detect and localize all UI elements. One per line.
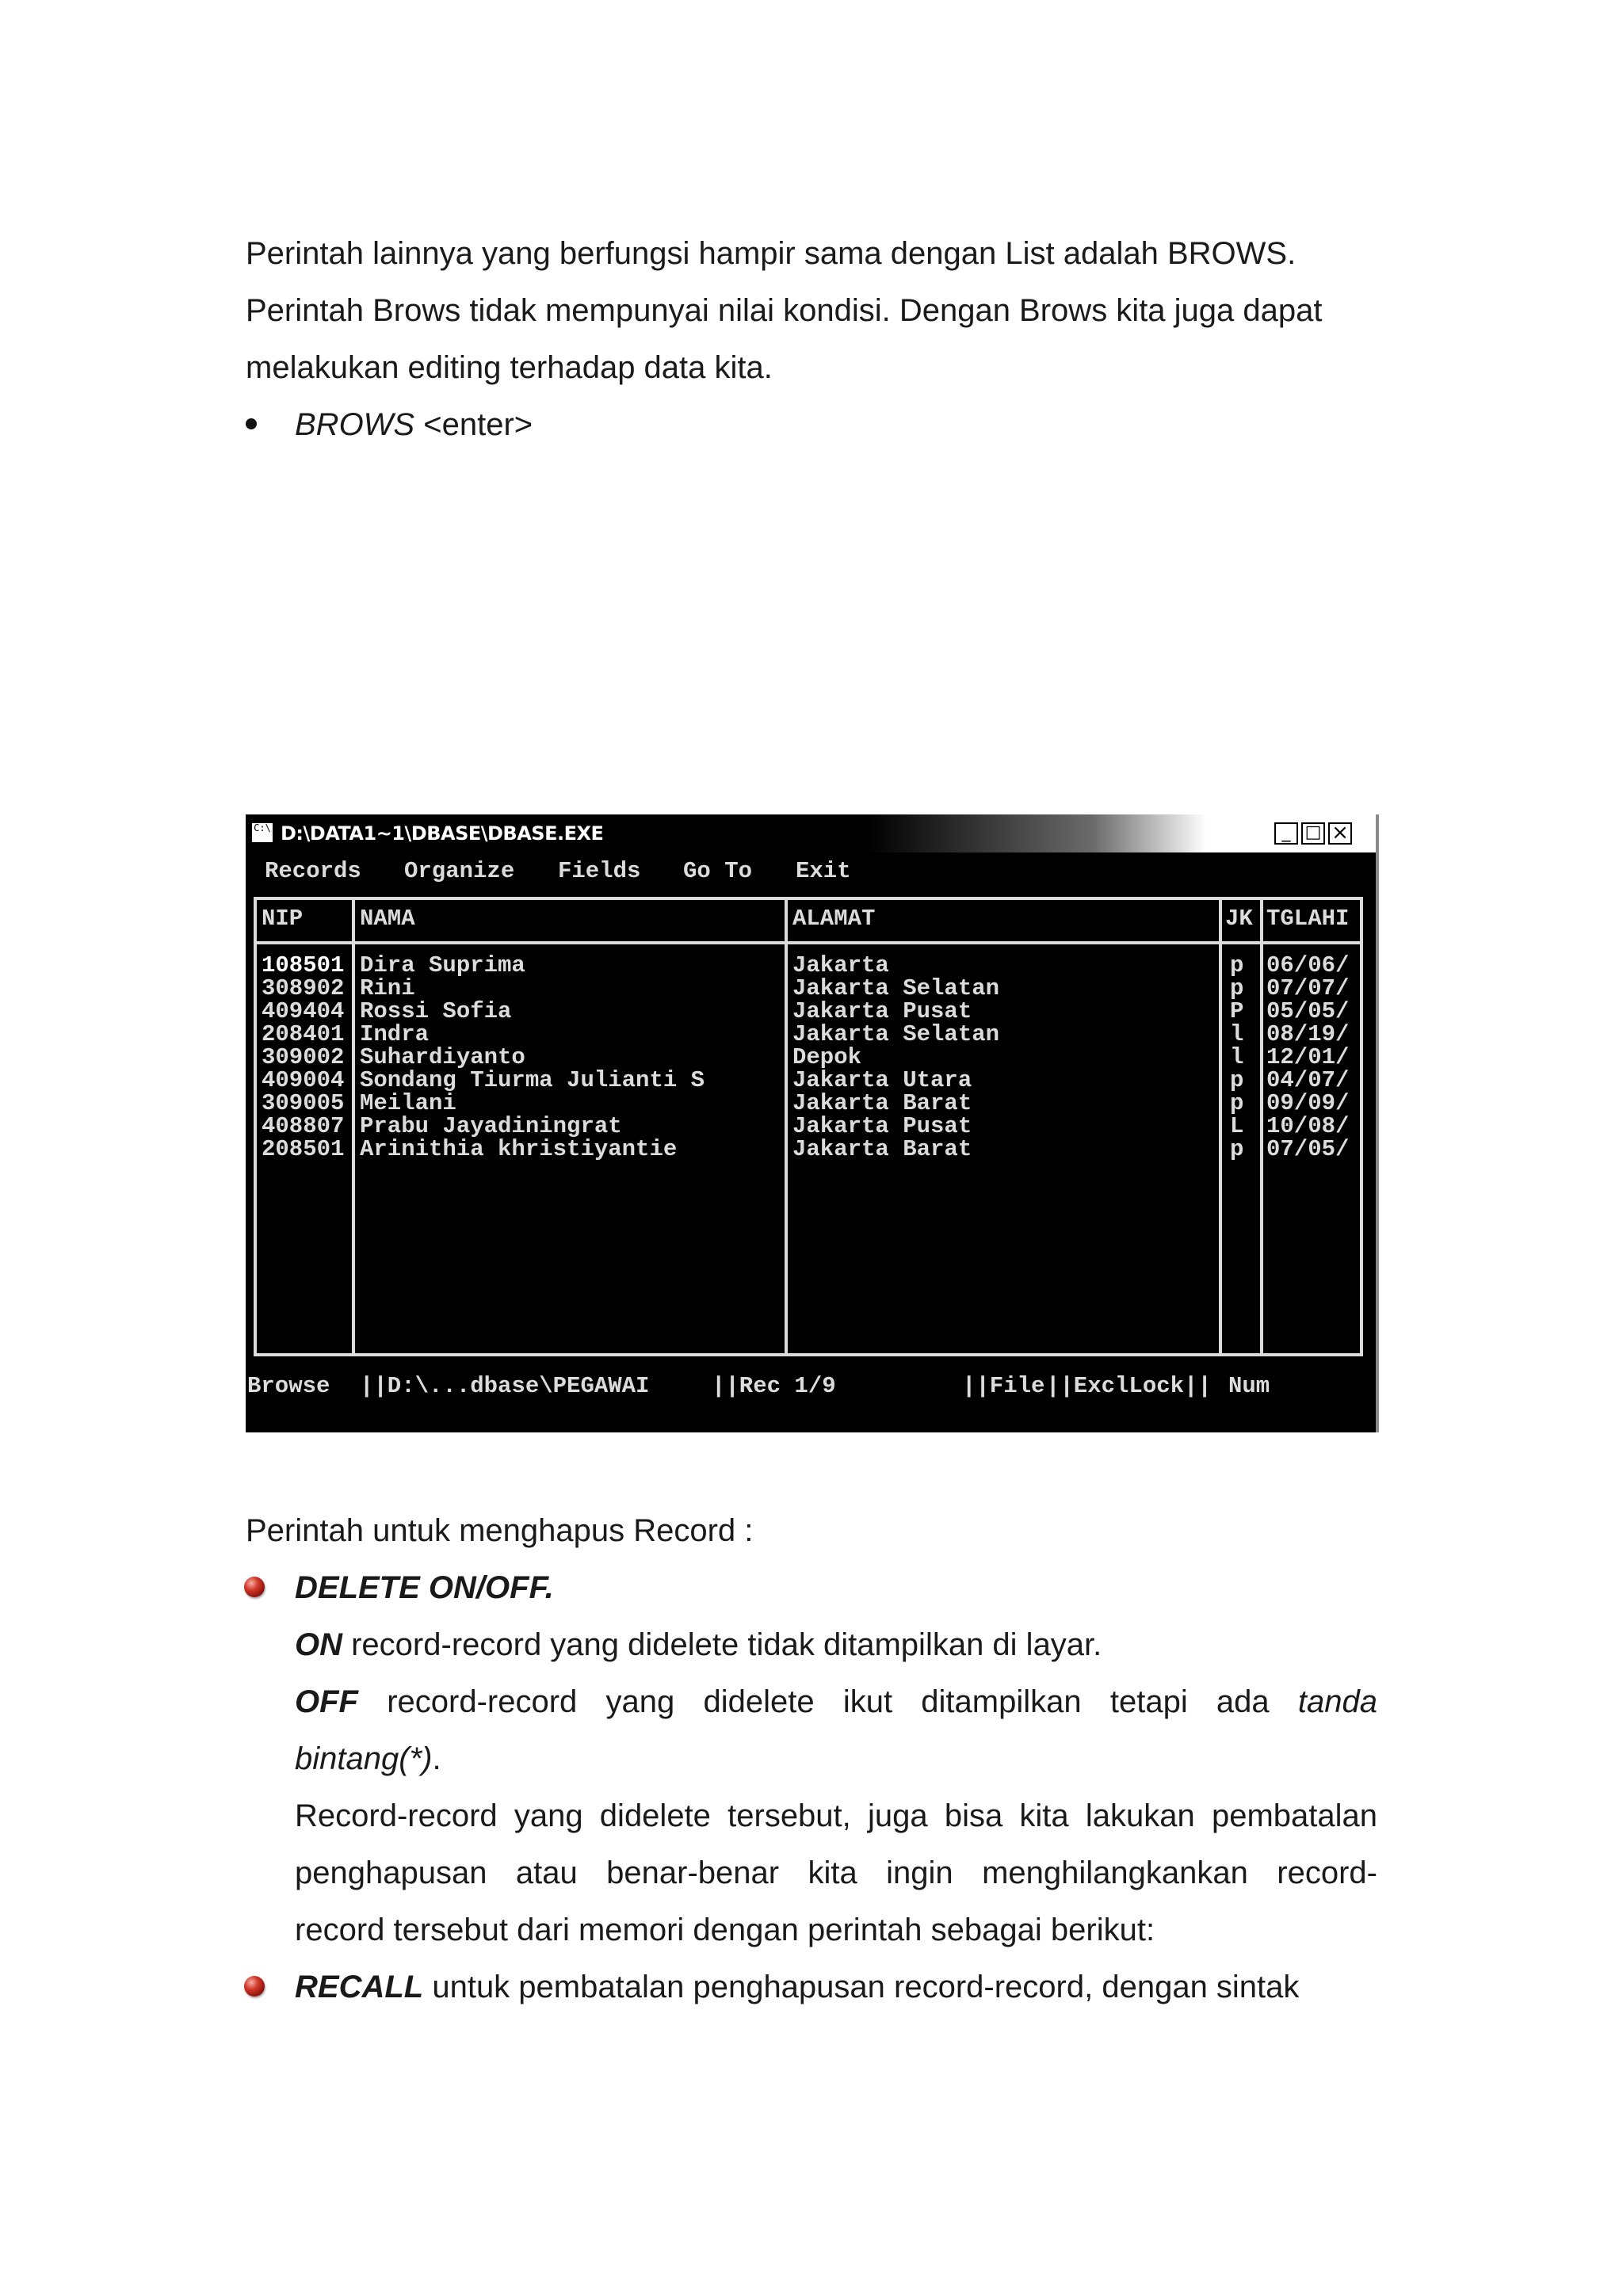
- cell-nip-6[interactable]: 409004: [262, 1067, 345, 1093]
- recall-text: untuk pembatalan penghapusan record-record, dengan sintak: [423, 1970, 1300, 2004]
- column-header-tglahi[interactable]: TGLAHI: [1266, 906, 1350, 932]
- cell-nama-4[interactable]: Indra: [360, 1021, 430, 1047]
- window-title: D:\DATA1~1\DBASE\DBASE.EXE: [281, 822, 604, 845]
- console-app-icon: C:\: [250, 822, 274, 844]
- browse-table: [254, 897, 1363, 1356]
- jk-column: [1230, 954, 1243, 1161]
- cell-jk-2[interactable]: p: [1230, 975, 1244, 1001]
- recall-line-1: Record-record yang didelete tersebut, juga bisa kita lakukan pembatalan: [295, 1798, 1377, 1833]
- off-description: [295, 1673, 1377, 1730]
- menu-exit[interactable]: Exit: [796, 858, 851, 884]
- cell-nama-7[interactable]: Meilani: [360, 1090, 456, 1116]
- delete-bullet: [246, 1559, 1377, 1616]
- cell-alamat-2[interactable]: Jakarta Selatan: [792, 975, 1000, 1001]
- cell-nip-3[interactable]: 409404: [262, 998, 345, 1024]
- cell-alamat-5[interactable]: Depok: [792, 1044, 862, 1070]
- status-record: ||Rec 1/9: [712, 1373, 836, 1399]
- on-description: [295, 1616, 1102, 1673]
- on-text: record-record yang didelete tidak ditampilkan di layar.: [342, 1627, 1102, 1662]
- cell-tgl-9[interactable]: 07/05/: [1266, 1136, 1350, 1162]
- cell-nama-1[interactable]: Dira Suprima: [360, 952, 525, 978]
- menu-goto[interactable]: Go To: [683, 858, 753, 884]
- recall-bullet: [246, 1958, 1377, 2016]
- cell-jk-6[interactable]: p: [1230, 1067, 1244, 1093]
- menu-records[interactable]: Records: [265, 858, 361, 884]
- cell-alamat-7[interactable]: Jakarta Barat: [792, 1090, 972, 1116]
- cell-jk-7[interactable]: p: [1230, 1090, 1244, 1116]
- cell-tgl-6[interactable]: 04/07/: [1266, 1067, 1350, 1093]
- cell-nama-3[interactable]: Rossi Sofia: [360, 998, 512, 1024]
- close-button[interactable]: ×: [1328, 822, 1352, 845]
- cell-alamat-1[interactable]: Jakarta: [792, 952, 889, 978]
- cell-nama-2[interactable]: Rini: [360, 975, 415, 1001]
- cell-nip-5[interactable]: 309002: [262, 1044, 345, 1070]
- cell-alamat-3[interactable]: Jakarta Pusat: [792, 998, 972, 1024]
- cell-tgl-7[interactable]: 09/09/: [1266, 1090, 1350, 1116]
- status-bar: [246, 1371, 1376, 1402]
- cell-tgl-3[interactable]: 05/05/: [1266, 998, 1350, 1024]
- on-label: ON: [295, 1627, 342, 1662]
- cell-nip-1[interactable]: 108501: [262, 952, 345, 978]
- maximize-button[interactable]: □: [1301, 822, 1325, 845]
- status-file: ||File: [962, 1373, 1045, 1399]
- menu-fields[interactable]: Fields: [558, 858, 641, 884]
- column-header-nama[interactable]: NAMA: [360, 906, 415, 932]
- cell-nama-9[interactable]: Arinithia khristiyantie: [360, 1136, 678, 1162]
- intro-line-1: Perintah lainnya yang berfungsi hampir sama dengan List adalah BROWS.: [246, 236, 1296, 271]
- intro-line-3: melakukan editing terhadap data kita.: [246, 350, 773, 385]
- dbase-console-window: [246, 814, 1379, 1432]
- cell-nip-4[interactable]: 208401: [262, 1021, 345, 1047]
- nip-column: [262, 954, 344, 1161]
- cell-jk-1[interactable]: p: [1230, 952, 1244, 978]
- recall-line-2: penghapusan atau benar-benar kita ingin menghilangkankan record-: [295, 1855, 1377, 1890]
- cell-tgl-5[interactable]: 12/01/: [1266, 1044, 1350, 1070]
- status-num: Num: [1228, 1373, 1270, 1399]
- delete-command: DELETE ON/OFF.: [295, 1570, 554, 1605]
- delete-heading: Perintah untuk menghapus Record :: [246, 1513, 754, 1548]
- status-lock: ||ExclLock||: [1046, 1373, 1212, 1399]
- red-bullet-icon: [244, 1577, 265, 1597]
- off-italic-bintang: bintang(*): [295, 1741, 433, 1776]
- column-header-nip[interactable]: NIP: [262, 906, 304, 932]
- brows-bullet: [246, 396, 1377, 453]
- off-text: record-record yang didelete ikut ditampilkan tetapi ada: [357, 1684, 1298, 1719]
- minimize-button[interactable]: _: [1274, 822, 1298, 845]
- cell-tgl-4[interactable]: 08/19/: [1266, 1021, 1350, 1047]
- column-header-jk[interactable]: JK: [1225, 906, 1253, 932]
- cell-jk-5[interactable]: l: [1230, 1044, 1244, 1070]
- cell-jk-8[interactable]: L: [1230, 1113, 1244, 1139]
- intro-paragraph: [246, 225, 1377, 396]
- cell-alamat-9[interactable]: Jakarta Barat: [792, 1136, 972, 1162]
- header-divider: [257, 941, 1360, 944]
- cell-tgl-8[interactable]: 10/08/: [1266, 1113, 1350, 1139]
- off-italic-tanda: tanda: [1297, 1684, 1377, 1719]
- cell-jk-3[interactable]: P: [1230, 998, 1244, 1024]
- status-path: ||D:\...dbase\PEGAWAI: [360, 1373, 650, 1399]
- cell-alamat-4[interactable]: Jakarta Selatan: [792, 1021, 1000, 1047]
- cell-nip-9[interactable]: 208501: [262, 1136, 345, 1162]
- cell-nama-8[interactable]: Prabu Jayadiningrat: [360, 1113, 622, 1139]
- cell-nip-2[interactable]: 308902: [262, 975, 345, 1001]
- cell-jk-9[interactable]: p: [1230, 1136, 1244, 1162]
- status-mode: Browse: [247, 1373, 330, 1399]
- menu-bar: [246, 852, 1376, 891]
- intro-line-2: Perintah Brows tidak mempunyai nilai kondisi. Dengan Brows kita juga dapat: [246, 293, 1323, 328]
- cell-nama-6[interactable]: Sondang Tiurma Julianti S: [360, 1067, 705, 1093]
- off-description-line-2: bintang(*).: [295, 1741, 441, 1776]
- recall-line-3: record tersebut dari memori dengan perintah sebagai berikut:: [295, 1913, 1155, 1947]
- window-titlebar[interactable]: [246, 814, 1376, 852]
- cell-tgl-1[interactable]: 06/06/: [1266, 952, 1350, 978]
- recall-command: RECALL: [295, 1970, 424, 2004]
- brows-enter: <enter>: [414, 407, 533, 442]
- tglahi-column: [1266, 954, 1349, 1161]
- cell-nip-8[interactable]: 408807: [262, 1113, 345, 1139]
- console-screen: [246, 852, 1376, 1399]
- menu-organize[interactable]: Organize: [404, 858, 515, 884]
- bullet-dot-icon: [246, 418, 257, 429]
- cell-alamat-8[interactable]: Jakarta Pusat: [792, 1113, 972, 1139]
- column-header-alamat[interactable]: ALAMAT: [792, 906, 876, 932]
- cell-nip-7[interactable]: 309005: [262, 1090, 345, 1116]
- off-label: OFF: [295, 1684, 358, 1719]
- brows-command: BROWS: [295, 407, 415, 442]
- cell-nama-5[interactable]: Suhardiyanto: [360, 1044, 525, 1070]
- red-bullet-icon: [244, 1976, 265, 1997]
- cell-tgl-2[interactable]: 07/07/: [1266, 975, 1350, 1001]
- cell-alamat-6[interactable]: Jakarta Utara: [792, 1067, 972, 1093]
- cell-jk-4[interactable]: l: [1230, 1021, 1244, 1047]
- alamat-column: [792, 954, 999, 1161]
- nama-column: [360, 954, 705, 1161]
- recall-paragraph: [295, 1787, 1377, 1901]
